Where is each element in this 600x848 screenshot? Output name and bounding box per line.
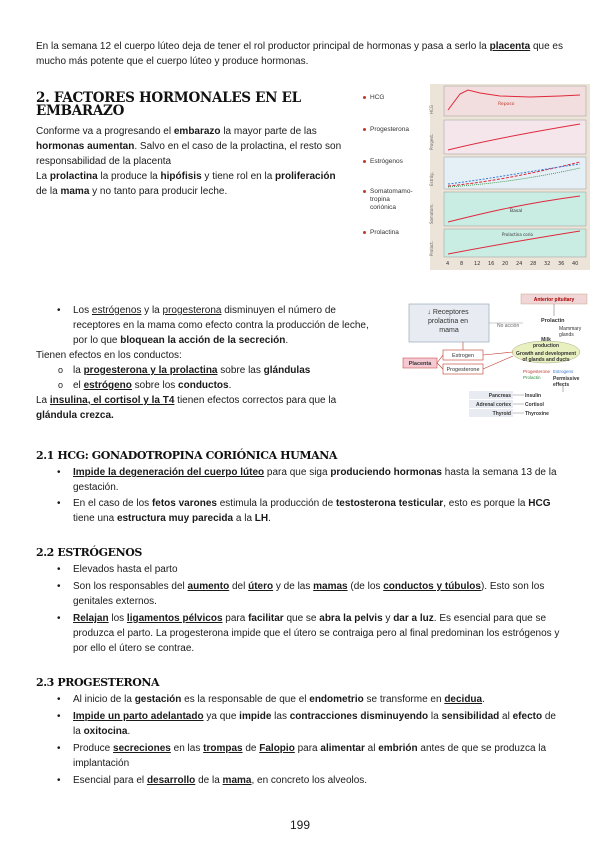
- sec2-paragraph-1: Conforme va a progresando el embarazo la mayor parte de las hormonas aumentan. Salvo en el caso de la prolactina, el resto son responsabilidad de la placenta: [36, 126, 342, 167]
- sec2-conductos-intro: Tienen efectos en los conductos:: [36, 350, 182, 361]
- list-item: o la progesterona y la prolactina sobre las glándulas: [36, 363, 376, 378]
- mammary-development-diagram: [403, 294, 593, 422]
- panel-estrogenos: [444, 157, 586, 189]
- legend-prolactin: Prolactin: [523, 375, 541, 380]
- hcg-bullets: [36, 465, 566, 526]
- list-item: • Produce secreciones en las trompas de Falopio para alimentar al embrión antes de que se produzca la implantación: [36, 741, 566, 771]
- annot-somatomamotropina: Basal: [510, 209, 523, 214]
- growth-label: Growth and development of glands and ducts: [515, 351, 577, 363]
- bullet-dot: [363, 190, 366, 193]
- page-number: 199: [289, 818, 311, 832]
- cortisol-label: Cortisol: [525, 402, 544, 408]
- list-item: • Elevados hasta el parto: [36, 562, 566, 577]
- intro-paragraph: En la semana 12 el cuerpo lúteo deja de tener el rol productor principal de hormonas y pasa a serlo la placenta que es mucho más potente que el cuerpo lúteo y produce hormonas.: [36, 41, 563, 67]
- label-progesterona: Progesterona: [370, 126, 410, 133]
- no-accion-label: No acción: [497, 323, 520, 329]
- x-tick: 16: [488, 261, 495, 267]
- x-tick: 32: [544, 261, 551, 267]
- insulin-label: Insulin: [525, 393, 542, 399]
- receptors-line: prolactina en: [427, 318, 469, 325]
- list-item: • Esencial para el desarrollo de la mama, en concreto los alveolos.: [36, 773, 566, 788]
- label-prolactina: Prolactina: [370, 229, 399, 236]
- section-title-estrogenos: 2.2 ESTRÓGENOS: [36, 546, 142, 559]
- milk-production-label: Milk production: [532, 337, 560, 349]
- list-item: • En el caso de los fetos varones estimula la producción de testosterona testicular, esto es porque la HCG tiene una estructura muy parecida a la LH.: [36, 496, 566, 526]
- sec2-bullets: [36, 303, 376, 348]
- list-item: o el estrógeno sobre los conductos.: [36, 378, 376, 393]
- estrogenos-bullets: [36, 562, 566, 656]
- receptors-line: mama: [439, 327, 459, 334]
- x-tick: 24: [516, 261, 523, 267]
- mammary-glands-label: Mammary glands: [559, 326, 582, 338]
- estrogen-label: Estrogen: [451, 353, 475, 359]
- bullet-dot: [363, 128, 366, 131]
- x-tick: 20: [502, 261, 509, 267]
- arrow: [483, 356, 513, 369]
- thyroxine-label: Thyroxine: [525, 411, 549, 417]
- hormone-curves-chart: [430, 84, 590, 270]
- list-item: • Son los responsables del aumento del útero y de las mamas (de los conductos y túbulos). Esto son los genitales externos.: [36, 579, 566, 609]
- receptors-line: ↓ Receptores: [427, 309, 469, 316]
- x-tick: 36: [558, 261, 565, 267]
- x-tick: 8: [460, 261, 464, 267]
- bullet-dot: [363, 231, 366, 234]
- progesterona-bullets: [36, 692, 566, 788]
- pancreas-label: Pancreas: [488, 393, 511, 399]
- label-hcg: HCG: [370, 94, 385, 101]
- bullet-dot: [363, 160, 366, 163]
- annot-prolactina: Prolactina corio: [502, 232, 533, 237]
- legend-progesterone: Progesterone: [523, 369, 551, 374]
- svg-text:Somatom.: Somatom.: [429, 203, 434, 224]
- list-item: • Los estrógenos y la progesterona disminuyen el número de receptores en la mama como efecto contra la producción de leche, por lo que bloquean la acción de la secreción.: [36, 303, 376, 348]
- hormone-levels-figure: [358, 84, 590, 270]
- sec2-sub-bullets: [36, 363, 376, 393]
- arrow: [483, 352, 513, 355]
- sec2-insulina-paragraph: La insulina, el cortisol y la T4 tienen efectos correctos para que la glándula crezca.: [36, 395, 337, 421]
- panel-hcg: [444, 86, 586, 116]
- prolactin-label: Prolactin: [541, 318, 565, 324]
- list-item: • Relajan los ligamentos pélvicos para facilitar que se abra la pelvis y dar a luz. Es esencial para que se produzca el parto. La progesterona impide que el útero se contraiga pero al final predominan los estrógenos y por ello el útero se contrae.: [36, 611, 566, 656]
- permissive-label: Permissive effects: [553, 376, 580, 388]
- label-somatomamotropina: Somatomamo- tropina coriónica: [370, 188, 413, 211]
- svg-text:Progest.: Progest.: [429, 133, 434, 150]
- sec2-paragraph-2: La prolactina la produce la hipófisis y tiene rol en la proliferación de la mama y no tanto para producir leche.: [36, 171, 336, 197]
- arrow: [437, 363, 443, 369]
- x-tick: 40: [572, 261, 579, 267]
- list-item: • Impide la degeneración del cuerpo lúteo para que siga produciendo hormonas hasta la semana 13 de la gestación.: [36, 465, 566, 495]
- adrenal-label: Adrenal cortex: [475, 402, 511, 408]
- x-tick: 28: [530, 261, 537, 267]
- x-tick: 4: [446, 261, 450, 267]
- list-item: • Impide un parto adelantado ya que impide las contracciones disminuyendo la sensibilidad al efecto de la oxitocina.: [36, 709, 566, 739]
- section-title-hcg: 2.1 HCG: GONADOTROPINA CORIÓNICA HUMANA: [36, 449, 338, 462]
- placenta-label: Placenta: [408, 361, 432, 367]
- section-title-progesterona: 2.3 PROGESTERONA: [36, 676, 160, 689]
- label-estrogenos: Estrógenos: [370, 158, 403, 165]
- svg-text:HCG: HCG: [429, 105, 434, 114]
- anterior-pituitary-label: Anterior pituitary: [533, 297, 575, 303]
- arrow: [437, 355, 443, 363]
- progesterone-label: Progesterone: [446, 367, 480, 373]
- annot-hcg: Reposo: [498, 102, 515, 107]
- thyroid-label: Thyroid: [492, 411, 511, 417]
- legend-estrogens: Estrogens: [553, 369, 574, 374]
- svg-text:Prolact.: Prolact.: [429, 241, 434, 256]
- bullet-dot: [363, 96, 366, 99]
- x-tick: 12: [474, 261, 481, 267]
- svg-text:Estróg.: Estróg.: [429, 172, 434, 186]
- panel-progesterona: [444, 120, 586, 154]
- section-title-factores: 2. FACTORES HORMONALES EN EL EMBARAZO: [36, 90, 301, 119]
- list-item: • Al inicio de la gestación es la responsable de que el endometrio se transforme en decidua.: [36, 692, 566, 707]
